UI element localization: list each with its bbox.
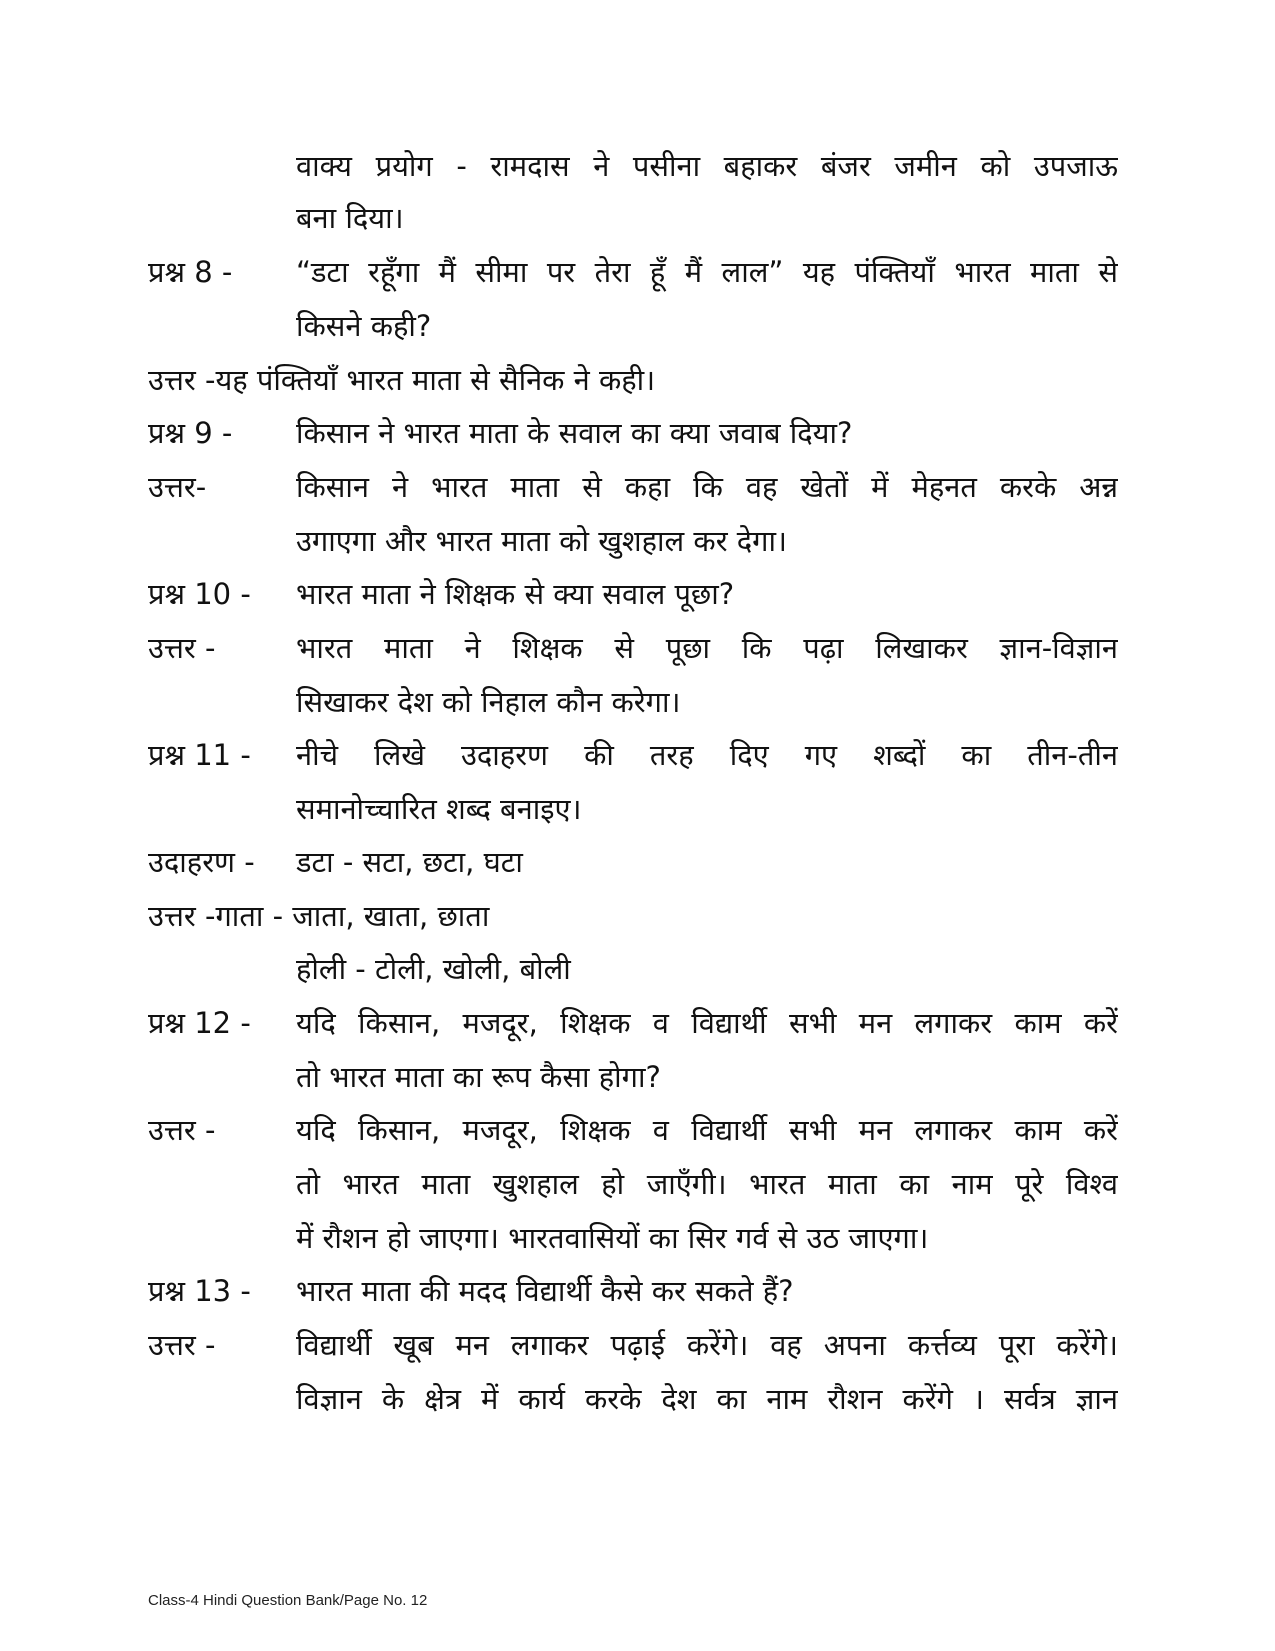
answer-text: किसान ने भारत माता से कहा कि वह खेतों में मेहनत करके अन्न	[296, 470, 1118, 504]
question-13	[148, 1263, 1118, 1319]
line-text: होली - टोली, खोली, बोली	[296, 952, 571, 986]
answer-label: उत्तर-	[148, 470, 207, 504]
answer-9	[148, 459, 1118, 515]
answer-label: उत्तर -	[148, 631, 216, 665]
line-text: सिखाकर देश को निहाल कौन करेगा।	[296, 685, 681, 719]
line-8	[148, 513, 1118, 569]
line-text: किसने कही?	[296, 309, 432, 343]
line-11	[148, 674, 1118, 730]
answer-label: उत्तर -	[148, 1328, 216, 1362]
line-text: विज्ञान के क्षेत्र में कार्य करके देश का नाम रौशन करेंगे । सर्वत्र ज्ञान	[296, 1382, 1118, 1416]
line-text: तो भारत माता का रूप कैसा होगा?	[296, 1060, 661, 1094]
question-label: प्रश्न 8 -	[148, 255, 233, 289]
example-line	[148, 834, 1118, 890]
question-label: प्रश्न 9 -	[148, 416, 233, 450]
question-text: भारत माता ने शिक्षक से क्या सवाल पूछा?	[296, 577, 735, 611]
page-footer: Class-4 Hindi Question Bank/Page No. 12	[148, 1592, 428, 1609]
question-label: प्रश्न 13 -	[148, 1274, 251, 1308]
question-text: किसान ने भारत माता के सवाल का क्या जवाब दिया?	[296, 416, 853, 450]
answer-12	[148, 1102, 1118, 1158]
answer-10	[148, 620, 1118, 676]
line-text: उगाएगा और भारत माता को खुशहाल कर देगा।	[296, 524, 788, 558]
question-text: नीचे लिखे उदाहरण की तरह दिए गए शब्दों का तीन-तीन	[296, 738, 1118, 772]
question-9	[148, 405, 1118, 461]
line-20	[148, 1156, 1118, 1212]
line-13	[148, 781, 1118, 837]
answer-13	[148, 1317, 1118, 1373]
answer-text: उत्तर -गाता - जाता, खाता, छाता	[148, 899, 490, 933]
question-12	[148, 995, 1118, 1051]
answer-text: भारत माता ने शिक्षक से पूछा कि पढ़ा लिखाकर ज्ञान-विज्ञान	[296, 631, 1118, 665]
answer-8	[148, 352, 1118, 408]
line-text: वाक्य प्रयोग - रामदास ने पसीना बहाकर बंजर जमीन को उपजाऊ	[296, 149, 1118, 183]
question-label: प्रश्न 10 -	[148, 577, 251, 611]
line-2	[148, 190, 1118, 246]
example-text: डटा - सटा, छटा, घटा	[296, 845, 523, 879]
answer-text: यदि किसान, मजदूर, शिक्षक व विद्यार्थी सभी मन लगाकर काम करें	[296, 1113, 1118, 1147]
answer-text: विद्यार्थी खूब मन लगाकर पढ़ाई करेंगे। वह अपना कर्त्तव्य पूरा करेंगे।	[296, 1328, 1118, 1362]
question-label: प्रश्न 12 -	[148, 1006, 251, 1040]
example-label: उदाहरण -	[148, 845, 255, 879]
question-text: “डटा रहूँगा मैं सीमा पर तेरा हूँ मैं लाल” यह पंक्तियाँ भारत माता से	[296, 255, 1118, 289]
line-1	[148, 138, 1118, 194]
answer-11	[148, 888, 1118, 944]
line-18	[148, 1049, 1118, 1105]
line-4	[148, 298, 1118, 354]
answer-label: उत्तर -	[148, 1113, 216, 1147]
answer-text: उत्तर -यह पंक्तियाँ भारत माता से सैनिक ने कही।	[148, 363, 656, 397]
line-16	[148, 941, 1118, 997]
line-text: बना दिया।	[296, 201, 404, 235]
question-text: भारत माता की मदद विद्यार्थी कैसे कर सकते हैं?	[296, 1274, 794, 1308]
question-label: प्रश्न 11 -	[148, 738, 251, 772]
line-text: समानोच्चारित शब्द बनाइए।	[296, 792, 582, 826]
line-24	[148, 1371, 1118, 1427]
line-text: तो भारत माता खुशहाल हो जाएँगी। भारत माता का नाम पूरे विश्व	[296, 1167, 1118, 1201]
line-21	[148, 1210, 1118, 1266]
question-8	[148, 244, 1118, 300]
line-text: में रौशन हो जाएगा। भारतवासियों का सिर गर्व से उठ जाएगा।	[296, 1221, 929, 1255]
question-11	[148, 727, 1118, 783]
question-text: यदि किसान, मजदूर, शिक्षक व विद्यार्थी सभी मन लगाकर काम करें	[296, 1006, 1118, 1040]
question-10	[148, 566, 1118, 622]
